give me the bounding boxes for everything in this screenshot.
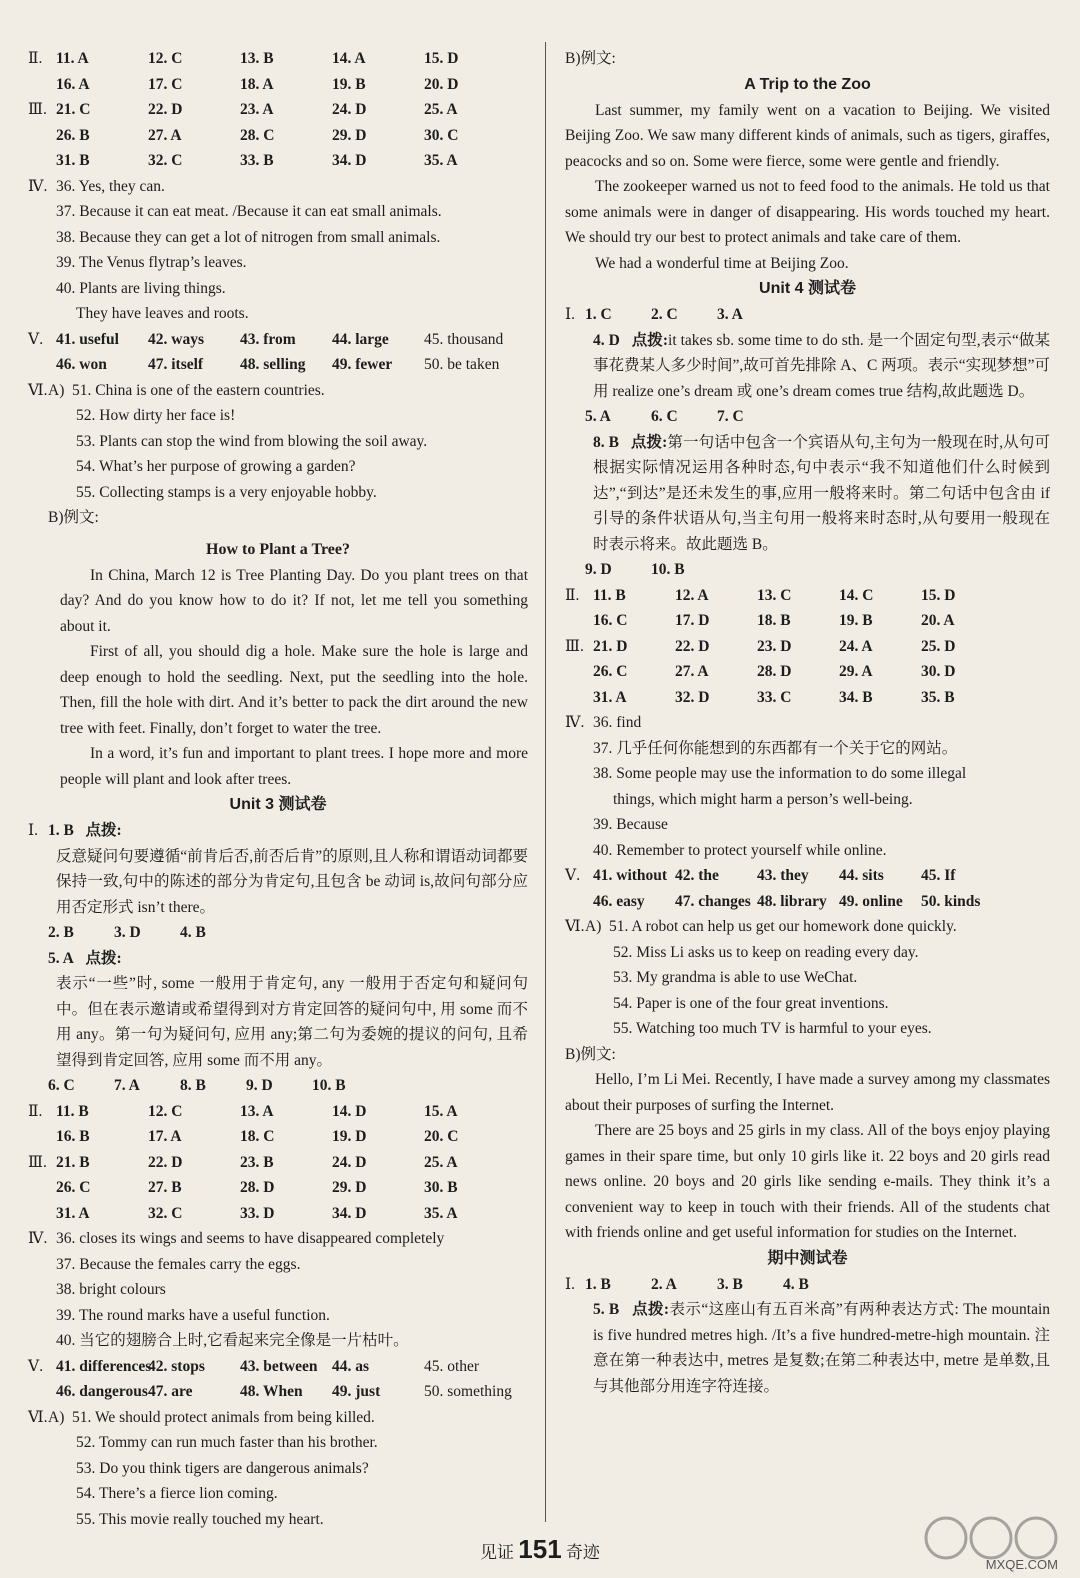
answer-row (28, 1201, 528, 1227)
answer-text: 46. easy (593, 892, 645, 910)
answer-text: 47. are (148, 1383, 193, 1400)
answer-text: 43. from (240, 330, 296, 348)
answer-text: 42. ways (148, 330, 204, 348)
answer-text: 25. A (424, 101, 458, 118)
answer-text: 19. D (332, 1128, 367, 1145)
sample-label (28, 505, 528, 531)
answer-text: 24. D (332, 101, 367, 118)
answer-text: 53. My grandma is able to use WeChat. (613, 969, 858, 986)
answer-text: 10. B (312, 1077, 346, 1094)
answer-text: 40. 当它的翅膀合上时,它看起来完全像是一片枯叶。 (56, 1332, 409, 1349)
answer-row (565, 404, 1050, 430)
answer-text: 45. If (921, 867, 956, 884)
answer-row (565, 685, 1050, 711)
answer-text: 40. Remember to protect yourself while online. (593, 841, 887, 859)
unit-title: Unit 4 测试卷 (759, 280, 856, 297)
answer-row (28, 1379, 528, 1405)
answer-text: 22. D (148, 1153, 183, 1171)
answer-text: 31. A (593, 688, 627, 706)
answer-text: 12. A (675, 586, 709, 604)
answer-text: 36. find (593, 714, 642, 731)
answer-text: 46. dangerous (56, 1383, 148, 1400)
answer-text: Ⅲ. (565, 637, 584, 655)
answer-row (565, 557, 1050, 583)
essay-title: How to Plant a Tree? (206, 540, 350, 558)
answer-text: 41. useful (56, 330, 119, 348)
answer-text: 23. D (757, 637, 792, 655)
essay-title: A Trip to the Zoo (744, 75, 871, 93)
answer-row (565, 812, 1050, 838)
tip-text: 5. B 点拨:表示“这座山有五百米高”有两种表达方式: The mountain is five hundred metres high. /It’s a five hundred-metre-high mountain. 注意在第一种表达中, metres 是复数;在第二种表达中, metre 是单数,且与其他部分用连字符连接。 (593, 1301, 1051, 1395)
answer-text: They have leaves and roots. (76, 305, 249, 322)
essay-paragraph: In China, March 12 is Tree Planting Day. Do you plant trees on that day? And do you know how to do it? If not, let me tell you something about it. (60, 566, 528, 635)
answer-text: things, which might harm a person’s well-being. (613, 790, 913, 808)
answer-text: 21. D (593, 637, 628, 655)
answer-text: 43. they (757, 867, 809, 884)
answer-text: 27. B (148, 1179, 182, 1196)
answer-text: 26. B (56, 126, 90, 144)
answer-text: 33. D (240, 1204, 275, 1222)
answer-text: Ⅰ. (565, 1275, 575, 1293)
answer-row (565, 659, 1050, 685)
answer-row (28, 46, 528, 72)
answer-text: 34. D (332, 1204, 367, 1222)
answer-text: Ⅴ. (28, 1357, 44, 1375)
answer-row (28, 327, 528, 353)
answer-text: 9. D (585, 561, 612, 578)
essay-paragraph: Last summer, my family went on a vacation to Beijing. We visited Beijing Zoo. We saw many different kinds of animals, such as tigers, giraffes, peacocks and so on. Some were fierce, some were gentle and friendly. (565, 101, 1050, 170)
answer-row (565, 787, 1050, 813)
answer-text: 44. as (332, 1357, 370, 1375)
answer-text: A) (48, 1408, 65, 1426)
answer-text: 2. C (651, 306, 678, 323)
answer-text: Ⅳ. (28, 177, 48, 195)
answer-text: Ⅵ. (565, 918, 585, 935)
answer-row (28, 818, 528, 844)
answer-text: 35. A (424, 1204, 458, 1222)
answer-row (28, 72, 528, 98)
answer-row (28, 301, 528, 327)
answer-text: B)例文: (565, 50, 616, 67)
left-column (28, 46, 528, 1532)
answer-text: 22. D (148, 101, 183, 118)
answer-row (565, 914, 1050, 940)
answer-text: 52. Tommy can run much faster than his brother. (76, 1434, 378, 1451)
answer-text: 18. C (240, 1128, 275, 1145)
answer-text: 8. B (180, 1077, 206, 1094)
answer-text: 1. C (585, 306, 612, 323)
answer-row (28, 1073, 528, 1099)
answer-text: Ⅰ. (565, 306, 575, 323)
answer-row (28, 1430, 528, 1456)
answer-text: 44. large (332, 330, 389, 348)
answer-text: 49. fewer (332, 356, 393, 373)
answer-row (28, 920, 528, 946)
answer-text: 54. What’s her purpose of growing a garden? (76, 458, 356, 475)
answer-text: 34. B (839, 688, 873, 706)
answer-row (28, 1099, 528, 1125)
answer-text: 点拨: (85, 822, 122, 839)
answer-text: 45. other (424, 1357, 480, 1375)
answer-text: 50. be taken (424, 356, 500, 373)
answer-text: 1. B (48, 822, 74, 839)
answer-text: 38. bright colours (56, 1281, 166, 1298)
answer-row (28, 1507, 528, 1533)
answer-text: Ⅴ. (28, 330, 44, 348)
answer-row (565, 863, 1050, 889)
answer-text: 30. B (424, 1179, 458, 1196)
answer-text: Ⅲ. (28, 101, 47, 118)
right-column (565, 46, 1050, 1399)
answer-text: 50. kinds (921, 892, 981, 910)
answer-text: 39. Because (593, 816, 668, 833)
answer-text: 5. A (48, 949, 74, 967)
answer-text: 32. C (148, 152, 183, 169)
answer-text: 19. B (332, 75, 366, 93)
answer-text: 6. C (48, 1077, 75, 1094)
answer-text: 10. B (651, 561, 685, 578)
answer-text: 32. D (675, 688, 710, 706)
answer-row (28, 199, 528, 225)
answer-text: 37. 几乎任何你能想到的东西都有一个关于它的网站。 (593, 739, 958, 757)
answer-row (28, 403, 528, 429)
answer-text: 33. B (240, 152, 274, 169)
answer-text: 19. B (839, 612, 873, 629)
answer-text: 46. won (56, 356, 107, 373)
answer-row (28, 97, 528, 123)
column-divider (545, 42, 546, 1522)
answer-text: 24. D (332, 1153, 367, 1171)
answer-text: 13. C (757, 586, 792, 604)
answer-text: 15. D (921, 586, 956, 604)
answer-text: 点拨: (85, 949, 122, 967)
answer-text: 7. C (717, 408, 744, 425)
answer-row (28, 946, 528, 972)
answer-text: 13. A (240, 1102, 274, 1120)
answer-text: 35. A (424, 152, 458, 169)
answer-text: 40. Plants are living things. (56, 279, 226, 297)
answer-text: 21. C (56, 101, 91, 118)
answer-text: 16. B (56, 1128, 90, 1145)
answer-text: 53. Do you think tigers are dangerous animals? (76, 1459, 369, 1477)
answer-text: 51. A robot can help us get our homework done quickly. (609, 918, 957, 935)
answer-text: 4. B (180, 924, 206, 941)
answer-text: 30. C (424, 126, 459, 144)
answer-text: 27. A (148, 126, 182, 144)
answer-text: A) (585, 918, 602, 935)
answer-text: 21. B (56, 1153, 90, 1171)
answer-row (28, 1175, 528, 1201)
answer-row (28, 1277, 528, 1303)
answer-text: 24. A (839, 637, 873, 655)
answer-row (28, 429, 528, 455)
answer-text: 52. How dirty her face is! (76, 407, 236, 424)
tip-text: 表示“一些”时, some 一般用于肯定句, any 一般用于否定句和疑问句中。但在表示邀请或希望得到对方肯定回答的疑问句中, 用 some 而不用 any。第一句为疑问句, 应用 any;第二句为委婉的提议的问句, 且希望得到肯定回答, 应用 some 而不用 any。 (56, 975, 528, 1069)
essay-paragraph: We had a wonderful time at Beijing Zoo. (595, 254, 849, 272)
answer-text: 17. C (148, 75, 183, 93)
answer-text: 26. C (56, 1179, 91, 1196)
tip-text: 8. B 点拨:第一句话中包含一个宾语从句,主句为一般现在时,从句可根据实际情况运用各种时态,句中表示“我不知道他们什么时候到达”,“到达”是还未发生的事,应用一般将来时。第二句话中包含由 if 引导的条件状语从句,当主句用一般将来时态时,从句要用一般现在时表示将来。故此题选 B。 (593, 433, 1050, 553)
watermark-text: MXQE.COM (985, 1557, 1058, 1572)
answer-row (28, 1124, 528, 1150)
answer-text: 16. C (593, 612, 628, 629)
answer-text: 55. Collecting stamps is a very enjoyable hobby. (76, 483, 377, 501)
answer-text: 39. The round marks have a useful function. (56, 1306, 330, 1324)
answer-text: 4. B (783, 1275, 809, 1293)
answer-text: 26. C (593, 663, 628, 680)
footer-suffix: 奇迹 (565, 1543, 600, 1562)
answer-text: 5. A (585, 408, 611, 425)
essay-paragraph: There are 25 boys and 25 girls in my class. All of the boys enjoy playing games in their spare time, but only 10 girls like it. 22 boys and 20 girls read news online. 20 boys and 20 girls like sending e-mails. They think it’s a convenient way to keep in touch with their friends. All of the students chat with friends online and get useful information for studies on the Internet. (565, 1122, 1050, 1241)
answer-text: 47. itself (148, 356, 204, 373)
answer-text: 42. the (675, 867, 719, 884)
answer-text: 9. D (246, 1077, 273, 1094)
answer-text: 20. D (424, 75, 459, 93)
answer-text: 7. A (114, 1077, 140, 1094)
answer-text: 11. B (56, 1102, 89, 1120)
answer-text: 20. C (424, 1128, 459, 1145)
answer-text: 14. C (839, 586, 874, 604)
answer-text: Ⅳ. (565, 714, 585, 731)
answer-row (565, 634, 1050, 660)
answer-row (28, 1456, 528, 1482)
essay-paragraph: The zookeeper warned us not to feed food to the animals. He told us that some animals were in danger of disappearing. His words touched my heart. We should try our best to protect animals and take care of them. (565, 178, 1050, 246)
answer-text: 55. Watching too much TV is harmful to your eyes. (613, 1020, 932, 1037)
answer-row (28, 1481, 528, 1507)
answer-row (565, 965, 1050, 991)
answer-text: 17. A (148, 1128, 182, 1145)
answer-text: 3. A (717, 306, 743, 323)
answer-text: 38. Because they can get a lot of nitrogen from small animals. (56, 228, 441, 246)
answer-text: 45. thousand (424, 330, 504, 348)
answer-text: 37. Because the females carry the eggs. (56, 1255, 301, 1273)
answer-row (28, 276, 528, 302)
answer-row (565, 608, 1050, 634)
answer-row (28, 123, 528, 149)
answer-text: 18. B (757, 612, 791, 629)
answer-text: 37. Because it can eat meat. /Because it can eat small animals. (56, 203, 442, 220)
answer-text: 29. A (839, 663, 873, 680)
answer-text: 6. C (651, 408, 678, 425)
answer-text: 3. B (717, 1275, 743, 1293)
answer-text: 29. D (332, 126, 367, 144)
answer-row (28, 1150, 528, 1176)
answer-text: 35. B (921, 688, 955, 706)
essay-paragraph: First of all, you should dig a hole. Make sure the hole is large and deep enough to hold the seedling. Next, put the seedling into the hole. Then, fill the hole with dirt. And it’s better to pack the dirt around the new tree with feet. Finally, don’t forget to water the tree. (60, 643, 528, 737)
tip-text: 反意疑问句要遵循“前肯后否,前否后肯”的原则,且人称和谓语动词都要保持一致,句中的陈述的部分为肯定句,且包含 be 动词 is,故问句部分应用否定形式 isn’t there。 (56, 847, 528, 916)
answer-text: 43. between (240, 1357, 318, 1375)
answer-text: 11. B (593, 586, 626, 604)
answer-text: Ⅵ. (28, 1408, 48, 1426)
answer-text: 15. D (424, 50, 459, 67)
answer-row (28, 1405, 528, 1431)
page-number: 151 (518, 1534, 562, 1564)
answer-text: 25. A (424, 1153, 458, 1171)
answer-row (28, 1252, 528, 1278)
answer-row (565, 1016, 1050, 1042)
answer-text: 23. A (240, 101, 274, 118)
answer-row (28, 1328, 528, 1354)
answer-text: 48. When (240, 1383, 303, 1400)
answer-row (28, 378, 528, 404)
answer-text: Ⅴ. (565, 867, 581, 884)
answer-text: 28. D (240, 1179, 275, 1196)
answer-row (565, 302, 1050, 328)
answer-row (565, 889, 1050, 915)
answer-text: 32. C (148, 1204, 183, 1222)
answer-text: 54. Paper is one of the four great inventions. (613, 994, 889, 1012)
answer-text: 3. D (114, 924, 141, 941)
answer-text: Ⅰ. (28, 822, 38, 839)
answer-text: 11. A (56, 50, 89, 67)
answer-text: 54. There’s a fierce lion coming. (76, 1485, 278, 1502)
answer-text: 49. online (839, 892, 903, 910)
answer-text: 28. C (240, 126, 275, 144)
answer-text: B)例文: (48, 509, 99, 526)
answer-text: 25. D (921, 637, 956, 655)
answer-text: 33. C (757, 688, 792, 706)
essay-paragraph: In a word, it’s fun and important to plant trees. I hope more and more people will plant and look after trees. (60, 745, 528, 788)
answer-row (565, 940, 1050, 966)
answer-text: 1. B (585, 1275, 611, 1293)
answer-text: 51. We should protect animals from being killed. (72, 1408, 375, 1426)
essay-paragraph: Hello, I’m Li Mei. Recently, I have made a survey among my classmates about their purposes of surfing the Internet. (565, 1071, 1050, 1114)
answer-row (565, 583, 1050, 609)
answer-text: 52. Miss Li asks us to keep on reading every day. (613, 943, 919, 961)
answer-text: 31. A (56, 1204, 90, 1222)
answer-text: 30. D (921, 663, 956, 680)
answer-text: B)例文: (565, 1045, 616, 1063)
answer-row (565, 710, 1050, 736)
answer-text: 49. just (332, 1383, 381, 1400)
answer-text: 14. A (332, 50, 366, 67)
answer-row (565, 761, 1050, 787)
answer-text: 28. D (757, 663, 792, 680)
answer-text: 18. A (240, 75, 274, 93)
answer-row (28, 174, 528, 200)
answer-row (28, 480, 528, 506)
answer-text: 41. without (593, 867, 668, 884)
answer-text: 53. Plants can stop the wind from blowing the soil away. (76, 432, 428, 450)
answer-row (28, 1226, 528, 1252)
answer-row (565, 991, 1050, 1017)
tip-text: 4. D 点拨:it takes sb. some time to do sth. 是一个固定句型,表示“做某事花费某人多少时间”,故可首先排除 A、C 两项。表示“实现梦想”可用 realize one’s dream 或 one’s dream comes true 结构,故此题选 D。 (593, 331, 1050, 400)
answer-text: 29. D (332, 1179, 367, 1196)
answer-text: 38. Some people may use the information to do some illegal (593, 765, 967, 782)
sample-label (565, 1042, 1050, 1068)
unit-title: Unit 3 测试卷 (229, 796, 327, 813)
answer-text: 36. closes its wings and seems to have disappeared completely (56, 1230, 445, 1247)
answer-text: 50. something (424, 1383, 512, 1400)
answer-row (28, 1303, 528, 1329)
sample-label (565, 46, 1050, 72)
answer-text: Ⅵ. (28, 381, 48, 399)
answer-text: 12. C (148, 50, 183, 67)
answer-row (28, 454, 528, 480)
answer-row (565, 1272, 1050, 1298)
answer-text: 36. Yes, they can. (56, 177, 165, 195)
answer-text: 48. selling (240, 356, 306, 373)
answer-text: 27. A (675, 663, 709, 680)
answer-text: 34. D (332, 152, 367, 169)
answer-row (28, 352, 528, 378)
answer-text: 14. D (332, 1102, 367, 1120)
answer-text: 39. The Venus flytrap’s leaves. (56, 254, 247, 271)
answer-text: 12. C (148, 1102, 183, 1120)
unit-title: 期中测试卷 (767, 1249, 848, 1267)
answer-text: 51. China is one of the eastern countries. (72, 381, 325, 399)
answer-text: Ⅱ. (28, 50, 43, 67)
answer-row (28, 1354, 528, 1380)
answer-text: 41. differences (56, 1357, 152, 1375)
answer-row (565, 736, 1050, 762)
footer-prefix: 见证 (480, 1543, 515, 1562)
answer-text: 31. B (56, 152, 90, 169)
answer-text: Ⅳ. (28, 1230, 48, 1247)
answer-text: 13. B (240, 50, 274, 67)
answer-text: 2. A (651, 1275, 677, 1293)
answer-text: 42. stops (148, 1357, 205, 1375)
answer-text: 17. D (675, 612, 710, 629)
answer-text: 2. B (48, 924, 74, 941)
answer-text: 44. sits (839, 867, 884, 884)
answer-text: 48. library (757, 892, 827, 910)
answer-text: 55. This movie really touched my heart. (76, 1510, 324, 1528)
answer-text: Ⅱ. (565, 586, 580, 604)
answer-row (28, 148, 528, 174)
answer-row (565, 838, 1050, 864)
answer-text: A) (48, 381, 65, 399)
answer-text: Ⅲ. (28, 1153, 47, 1171)
answer-text: 23. B (240, 1153, 274, 1171)
answer-text: 47. changes (675, 892, 751, 910)
answer-text: 22. D (675, 637, 710, 655)
answer-text: 20. A (921, 612, 955, 629)
answer-text: Ⅱ. (28, 1102, 43, 1120)
answer-row (28, 250, 528, 276)
answer-text: 16. A (56, 75, 90, 93)
answer-text: 15. A (424, 1102, 458, 1120)
answer-row (28, 225, 528, 251)
